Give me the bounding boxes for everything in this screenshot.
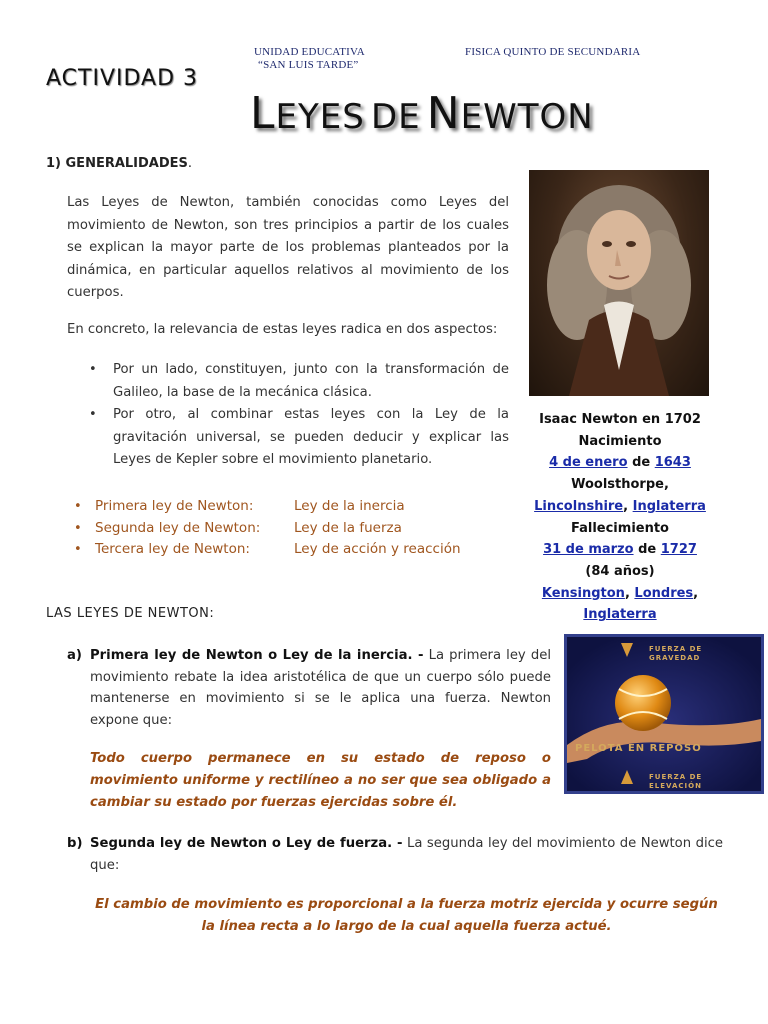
section-heading-leyes: LAS LEYES DE NEWTON: [46, 606, 215, 621]
school-subtitle: “SAN LUIS TARDE” [258, 59, 359, 71]
section-heading-generalidades: 1) GENERALIDADES. [46, 156, 193, 171]
birth-day-link[interactable]: 4 de enero [549, 455, 628, 471]
page-title: LEYES DE NEWTON [250, 88, 594, 139]
newton-portrait [529, 170, 709, 396]
lincolnshire-link[interactable]: Lincolnshire [534, 498, 624, 514]
ball-at-rest-image: FUERZA DE GRAVEDAD PELOTA EN REPOSO FUERZA DE ELEVACIÓN [564, 634, 764, 794]
law-b-paragraph: b) Segunda ley de Newton o Ley de fuerza. - La segunda ley del movimiento de Newton dice que: [67, 836, 723, 873]
law-a-quote: Todo cuerpo permanece en su estado de reposo o movimiento uniforme y rectilíneo a no ser que sea obligado a cambiar su estado por fuerzas ejercidas sobre él. [90, 751, 551, 810]
londres-link[interactable]: Londres [634, 585, 694, 601]
list-item: • Primera ley de Newton: Ley de la inercia [74, 498, 405, 514]
school-name: UNIDAD EDUCATIVA [254, 46, 365, 58]
law-b-quote: El cambio de movimiento es proporcional a la fuerza motriz ejercida y ocurre según la línea recta a lo largo de la cual aquella fuerza actué. [95, 897, 718, 934]
inglaterra-link[interactable]: Inglaterra [632, 498, 706, 514]
age-text: (84 años) [585, 563, 655, 579]
birth-year-link[interactable]: 1643 [654, 455, 691, 471]
birth-label: Nacimiento [578, 433, 662, 449]
list-item: • Por otro, al combinar estas leyes con la Ley de la gravitación universal, se pueden deducir y explicar las Leyes de Kepler sobre el movimiento planetario. [89, 407, 509, 467]
subject-header: FISICA QUINTO DE SECUNDARIA [465, 46, 641, 58]
death-label: Fallecimiento [570, 520, 669, 536]
relevance-paragraph: En concreto, la relevancia de estas leyes radica en dos aspectos: [67, 322, 498, 337]
list-item: • Por un lado, constituyen, junto con la transformación de Galileo, la base de la mecánica clásica. [89, 362, 509, 400]
death-year-link[interactable]: 1727 [660, 542, 697, 558]
death-day-link[interactable]: 31 de marzo [543, 542, 634, 558]
caption-title: Isaac Newton en 1702 [539, 412, 701, 427]
kensington-link[interactable]: Kensington [541, 585, 625, 601]
inglaterra-death-link[interactable]: Inglaterra [583, 607, 657, 623]
activity-label: ACTIVIDAD 3 [46, 66, 199, 91]
law-a-paragraph: a) Primera ley de Newton o Ley de la inercia. - La primera ley del movimiento rebate la idea aristotélica de que un cuerpo sólo puede mantenerse en movimiento si se le aplica una fuerza. Newton expone que: [67, 648, 551, 728]
intro-paragraph: Las Leyes de Newton, también conocidas como Leyes del movimiento de Newton, son tres principios a partir de los cuales se explican la mayor parte de los problemas planteados por la dinámica, en particular aquellos relativos al movimiento de los cuerpos. [67, 195, 509, 300]
list-item: • Tercera ley de Newton: Ley de acción y reacción [74, 541, 461, 557]
aspects-list [89, 359, 509, 472]
list-item: • Segunda ley de Newton: Ley de la fuerza [74, 519, 402, 536]
birth-place-1: Woolsthorpe, [571, 477, 669, 493]
portrait-caption: Isaac Newton en 1702 Nacimiento 4 de enero de 1643 Woolsthorpe, Lincolnshire, Inglaterra Fallecimiento 31 de marzo de 1727 (84 años) Kensington, Londres, Inglaterra [520, 409, 720, 626]
laws-list [74, 496, 515, 561]
